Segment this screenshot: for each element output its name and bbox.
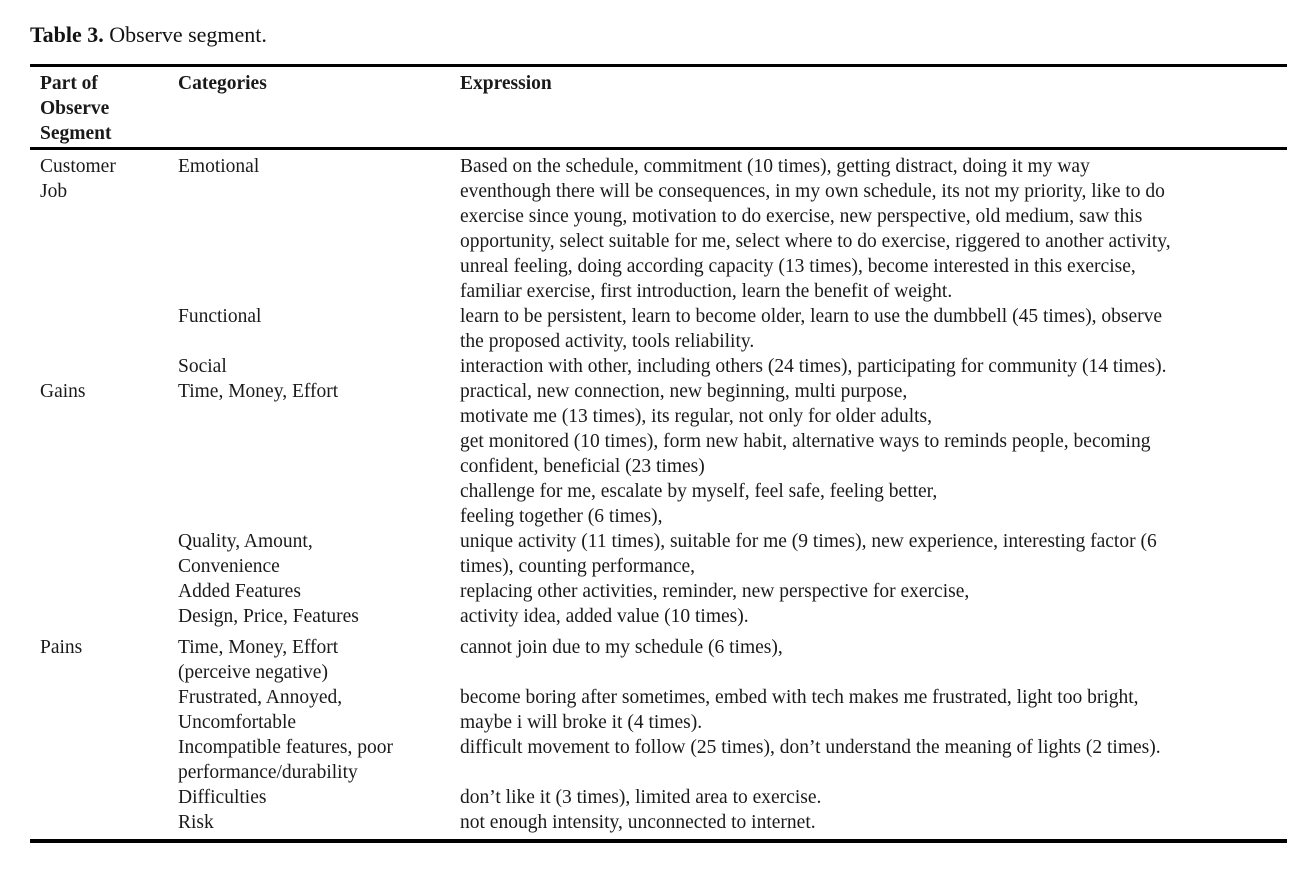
part-cell	[30, 604, 178, 629]
text-line: (perceive negative)	[178, 662, 328, 683]
text-line: cannot join due to my schedule (6 times),	[460, 637, 783, 658]
table-row	[30, 735, 1287, 785]
text-line: eventhough there will be consequences, in my own schedule, its not my priority, like to do	[460, 181, 1165, 202]
part-cell	[30, 635, 178, 685]
category-cell	[178, 604, 460, 629]
text-line: practical, new connection, new beginning, multi purpose,	[460, 381, 908, 402]
text-line: exercise since young, motivation to do exercise, new perspective, old medium, saw this	[460, 206, 1143, 227]
expression-cell	[460, 685, 1287, 735]
expression-cell	[460, 154, 1287, 304]
table-header-row	[30, 67, 1287, 150]
text-line: Frustrated, Annoyed,	[178, 687, 343, 708]
table-caption	[30, 21, 1287, 48]
table-body	[30, 150, 1287, 839]
text-line: learn to be persistent, learn to become older, learn to use the dumbbell (45 times), observe	[460, 306, 1163, 327]
table-caption-label: Table 3.	[30, 22, 104, 47]
category-cell	[178, 379, 460, 529]
category-cell	[178, 304, 460, 354]
category-cell	[178, 354, 460, 379]
text-line: Emotional	[178, 156, 260, 177]
text-line: Uncomfortable	[178, 712, 297, 733]
text-line: times), counting performance,	[460, 556, 695, 577]
text-line: the proposed activity, tools reliability.	[460, 331, 755, 352]
text-line: become boring after sometimes, embed with tech makes me frustrated, light too bright,	[460, 687, 1139, 708]
table-row	[30, 379, 1287, 529]
text-line: interaction with other, including others (24 times), participating for community (14 times).	[460, 356, 1167, 377]
header-text-line: Categories	[178, 73, 267, 94]
table-row	[30, 810, 1287, 835]
observe-segment-table	[30, 64, 1287, 843]
table-caption-text: Observe segment.	[103, 22, 267, 47]
text-line: Design, Price, Features	[178, 606, 359, 627]
part-cell	[30, 354, 178, 379]
text-line: motivate me (13 times), its regular, not only for older adults,	[460, 406, 932, 427]
part-cell	[30, 579, 178, 604]
text-line: Convenience	[178, 556, 280, 577]
text-line: don’t like it (3 times), limited area to exercise.	[460, 787, 822, 808]
category-cell	[178, 529, 460, 579]
text-line: challenge for me, escalate by myself, feel safe, feeling better,	[460, 481, 938, 502]
table-row	[30, 604, 1287, 629]
text-line: not enough intensity, unconnected to internet.	[460, 812, 816, 833]
text-line: Pains	[40, 637, 83, 658]
part-cell	[30, 810, 178, 835]
header-text-line: Segment	[40, 123, 112, 144]
text-line: Time, Money, Effort	[178, 637, 339, 658]
text-line: unreal feeling, doing according capacity (13 times), become interested in this exercise,	[460, 256, 1136, 277]
text-line: Customer	[40, 156, 116, 177]
text-line: get monitored (10 times), form new habit, alternative ways to reminds people, becoming	[460, 431, 1151, 452]
header-text-line: Observe	[40, 98, 110, 119]
text-line: Quality, Amount,	[178, 531, 313, 552]
text-line: unique activity (11 times), suitable for me (9 times), new experience, interesting factor (6	[460, 531, 1157, 552]
text-line: Difficulties	[178, 787, 267, 808]
part-cell	[30, 304, 178, 354]
text-line: Gains	[40, 381, 86, 402]
expression-cell	[460, 604, 1287, 629]
expression-cell	[460, 379, 1287, 529]
part-cell	[30, 685, 178, 735]
header-text-line: Expression	[460, 73, 552, 94]
category-cell	[178, 579, 460, 604]
expression-cell	[460, 635, 1287, 685]
expression-cell	[460, 579, 1287, 604]
table-row	[30, 529, 1287, 579]
header-text-line: Part of	[40, 73, 98, 94]
part-cell	[30, 379, 178, 529]
category-cell	[178, 154, 460, 304]
text-line: confident, beneficial (23 times)	[460, 456, 705, 477]
expression-cell	[460, 354, 1287, 379]
text-line: Added Features	[178, 581, 301, 602]
expression-cell	[460, 529, 1287, 579]
table-row	[30, 629, 1287, 685]
text-line: performance/durability	[178, 762, 358, 783]
text-line: difficult movement to follow (25 times), don’t understand the meaning of lights (2 times).	[460, 737, 1161, 758]
table-row	[30, 304, 1287, 354]
text-line: Functional	[178, 306, 262, 327]
header-categories	[178, 71, 460, 146]
table-row	[30, 354, 1287, 379]
text-line: opportunity, select suitable for me, select where to do exercise, riggered to another activity,	[460, 231, 1171, 252]
part-cell	[30, 529, 178, 579]
part-cell	[30, 154, 178, 304]
text-line: Job	[40, 181, 68, 202]
text-line: maybe i will broke it (4 times).	[460, 712, 703, 733]
text-line: activity idea, added value (10 times).	[460, 606, 749, 627]
text-line: Based on the schedule, commitment (10 times), getting distract, doing it my way	[460, 156, 1090, 177]
part-cell	[30, 785, 178, 810]
expression-cell	[460, 810, 1287, 835]
header-expression	[460, 71, 1287, 146]
expression-cell	[460, 735, 1287, 785]
table-row	[30, 785, 1287, 810]
category-cell	[178, 685, 460, 735]
part-cell	[30, 735, 178, 785]
text-line: Time, Money, Effort	[178, 381, 339, 402]
text-line: Risk	[178, 812, 214, 833]
category-cell	[178, 785, 460, 810]
text-line: familiar exercise, first introduction, learn the benefit of weight.	[460, 281, 953, 302]
header-part-of-observe-segment	[30, 71, 178, 146]
category-cell	[178, 810, 460, 835]
table-row	[30, 685, 1287, 735]
text-line: Incompatible features, poor	[178, 737, 393, 758]
table-row	[30, 154, 1287, 304]
text-line: replacing other activities, reminder, new perspective for exercise,	[460, 581, 970, 602]
table-row	[30, 579, 1287, 604]
category-cell	[178, 635, 460, 685]
text-line: feeling together (6 times),	[460, 506, 663, 527]
text-line: Social	[178, 356, 227, 377]
expression-cell	[460, 304, 1287, 354]
expression-cell	[460, 785, 1287, 810]
category-cell	[178, 735, 460, 785]
